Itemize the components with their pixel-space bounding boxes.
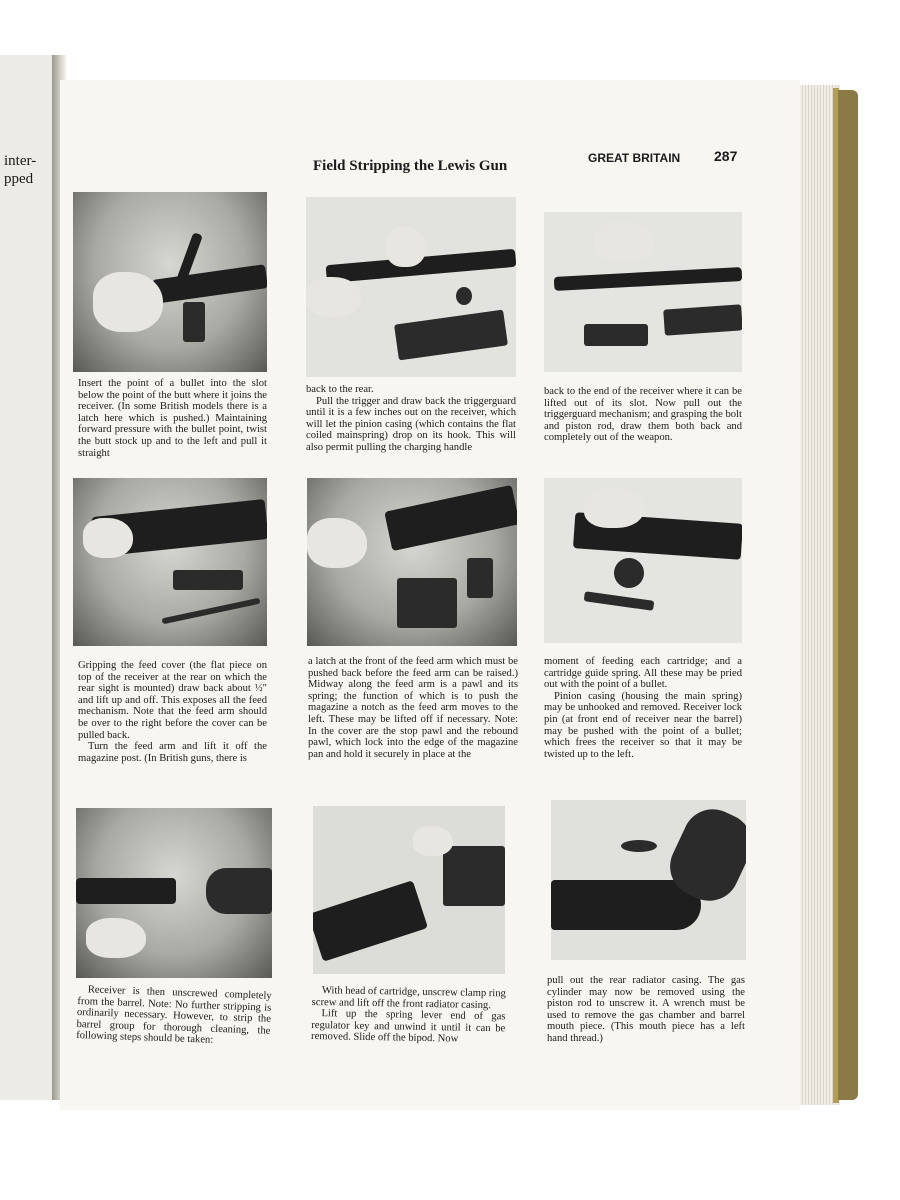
photo-feed-arm-removal xyxy=(307,478,517,646)
caption-step-2: back to the rear. Pull the trigger and draw back the triggerguard until it is a few inches out on the receiver, which will let the pinion casing (which contains the flat coiled mainspring) drop on its hook. This will also permit pulling the charging handle xyxy=(306,384,516,453)
caption-step-8: With head of cartridge, unscrew clamp ring screw and lift off the front radiator casing. Lift up the spring lever end of gas regulator key and unwind it until it can be removed. Slide off the bipod. Now xyxy=(310,985,506,1045)
photo-triggerguard-removal xyxy=(306,197,516,377)
page-title: Field Stripping the Lewis Gun xyxy=(313,158,508,174)
page-number: 287 xyxy=(714,148,738,164)
caption-step-4: Gripping the feed cover (the flat piece on top of the receiver at the rear on which the rear sight is mounted) draw back about ½" and lift up and off. This exposes all the feed mechanism. Note that the feed arm should be over to the right before the cover can be pulled back. Turn the feed arm and lift it off the magazine post. (In British guns, there is xyxy=(78,660,267,764)
photo-rear-radiator xyxy=(551,800,746,960)
photo-bolt-piston-removal xyxy=(544,212,742,372)
photo-front-radiator xyxy=(313,806,505,974)
caption-step-9: pull out the rear radiator casing. The gas cylinder may now be removed using the piston rod to unscrew it. A wrench must be used to remove the gas chamber and barrel mouth piece. (This mouth piece has a left hand thread.) xyxy=(547,975,745,1044)
book-cover xyxy=(838,90,858,1100)
photo-feed-cover-removal xyxy=(73,478,267,646)
caption-step-7: Receiver is then unscrewed completely from the barrel. Note: No further stripping is ordinarily necessary. However, to strip the barrel group for thorough cleaning, the following steps should be taken: xyxy=(75,984,272,1047)
caption-step-5: a latch at the front of the feed arm which must be pushed back before the feed arm can be raised.) Midway along the feed arm is a pawl and its spring; the function of which is to push the magazine a notch as the feed arm moves to the left. These may be lifted off if necessary. Note: In the cover are the stop pawl and the rebound pawl, which lock into the edge of the magazine pan and hold it securely in place at the xyxy=(308,656,518,760)
caption-step-6: moment of feeding each cartridge; and a cartridge guide spring. All these may be pried out with the point of a bullet. Pinion casing (housing the main spring) may be unhooked and removed. Receiver lock pin (at front end of receiver near the barrel) may be pushed with the point of a bullet; which frees the receiver so that it may be twisted up to the left. xyxy=(544,656,742,760)
caption-step-1: Insert the point of a bullet into the slot below the point of the butt where it joins the receiver. (In some British models there is a latch here which is pushed.) Maintaining forward pressure with the bullet point, twist the butt stock up and to the left and pull it straight xyxy=(78,378,267,459)
facing-page-text: inter- xyxy=(4,153,37,169)
photo-pinion-casing xyxy=(544,478,742,643)
facing-page-text: pped xyxy=(4,171,34,187)
running-head-section: GREAT BRITAIN xyxy=(588,151,681,165)
photo-butt-removal xyxy=(73,192,267,372)
facing-page-edge xyxy=(0,55,53,1100)
caption-step-3: back to the end of the receiver where it can be lifted out of its slot. Now pull out the triggerguard mechanism; and grasping the bolt and piston rod, draw them both back and completely out of the weapon. xyxy=(544,386,742,444)
photo-receiver-unscrew xyxy=(76,808,272,978)
